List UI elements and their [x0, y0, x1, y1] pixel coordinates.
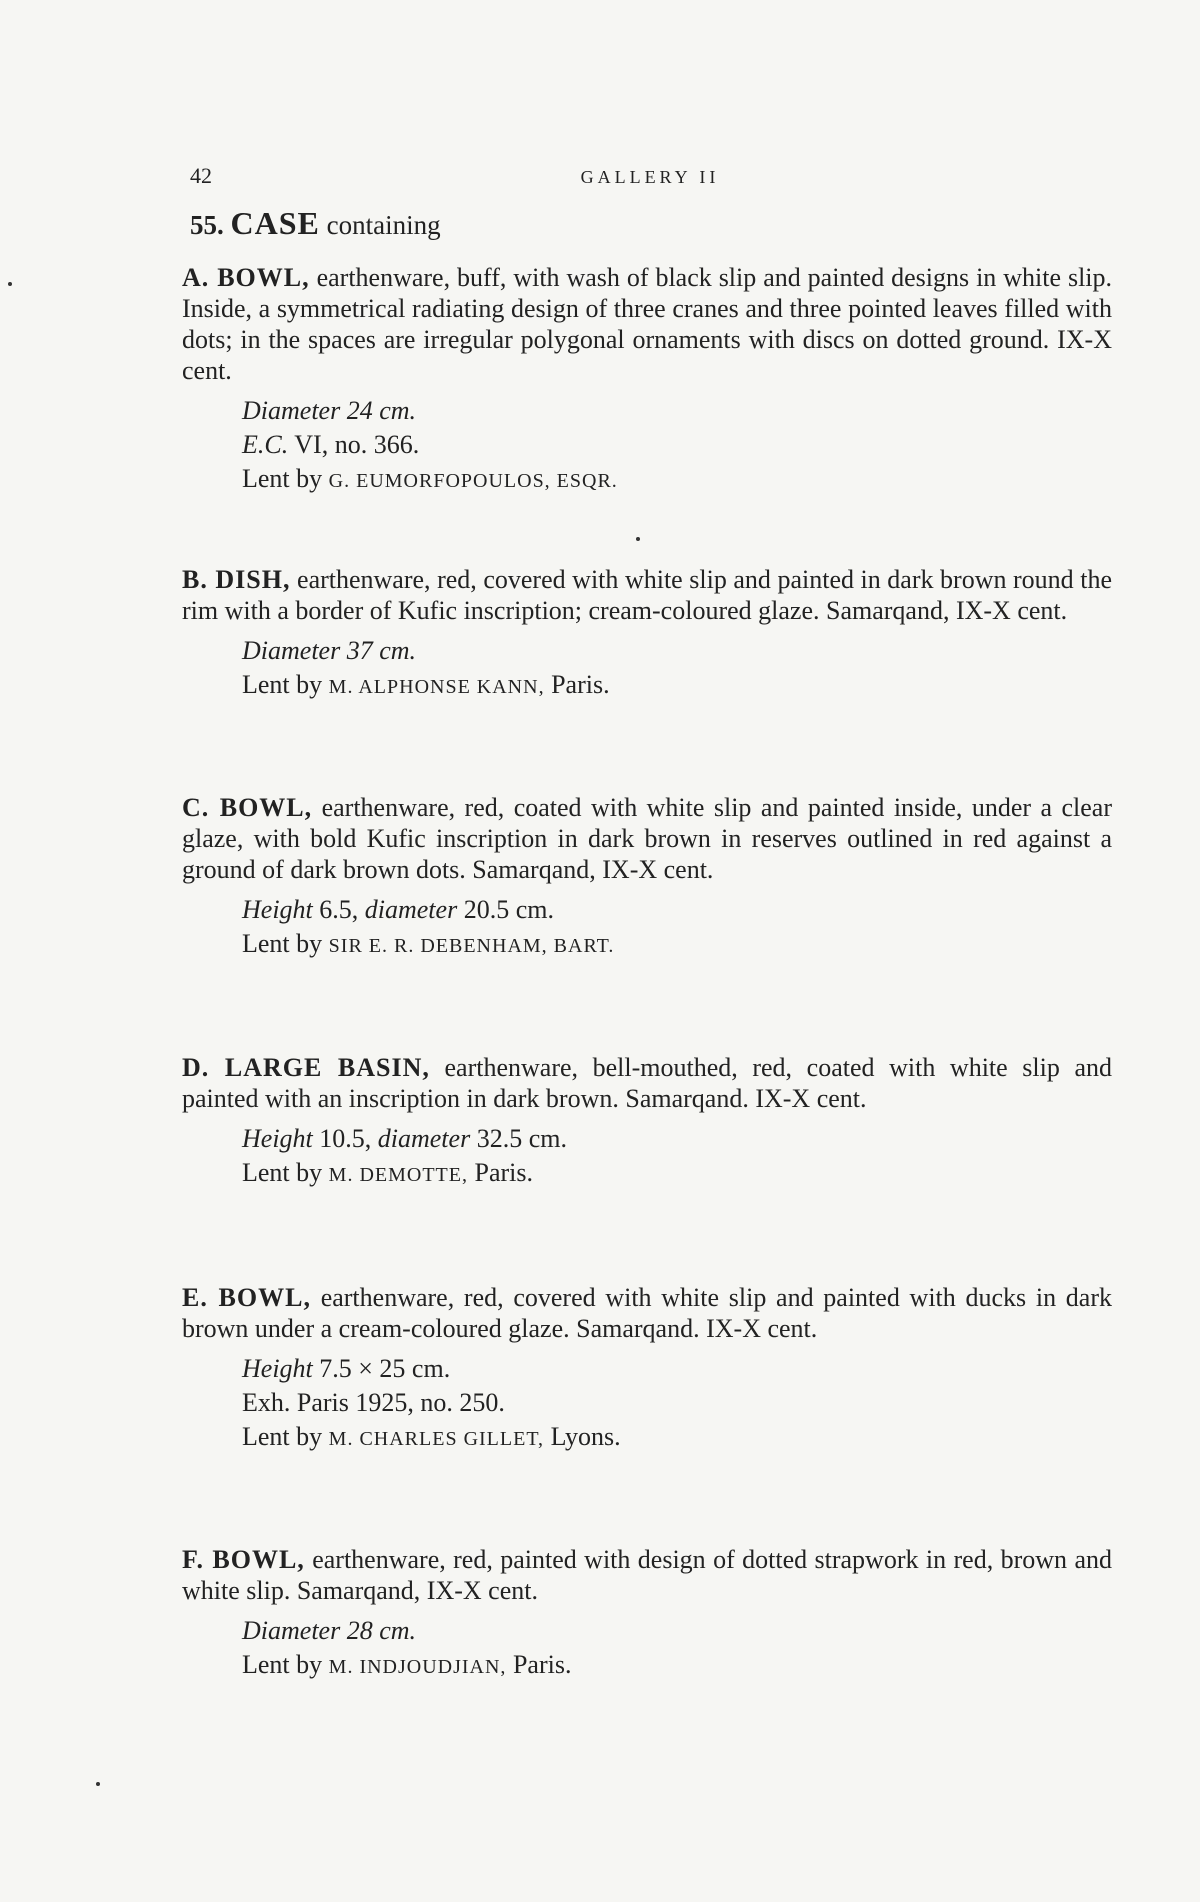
- entry-lead: F. BOWL,: [182, 1545, 305, 1574]
- entry-meta: [242, 634, 1112, 704]
- entry-text: earthenware, red, painted with design of dotted strapwork in red, brown and white slip. Samarqand, IX-X cent.: [182, 1545, 1112, 1605]
- entry-description: [182, 1052, 1112, 1114]
- lender-name: G. EUMORFOPOULOS, ESQR.: [328, 470, 618, 492]
- entry-dimensions: Diameter 28 cm.: [242, 1616, 417, 1645]
- entry-lender-line: Lent by M. CHARLES GILLET, Lyons.: [242, 1422, 621, 1451]
- entry-f: [182, 1544, 1112, 1684]
- entry-text: earthenware, red, coated with white slip and painted inside, under a clear glaze, with bold Kufic inscription in dark brown in reserves outlined in red against a ground of dark brown dots. Samarqand, IX-X cent.: [182, 793, 1113, 884]
- entry-d: [182, 1052, 1112, 1192]
- entry-text: earthenware, buff, with wash of black slip and painted designs in white slip. Inside, a symmetrical radiating design of three cranes and three pointed leaves filled with dots; in the spaces are irregular polygonal ornaments with discs on dotted ground. IX-X cent.: [182, 263, 1113, 385]
- entry-b: [182, 564, 1112, 704]
- entry-text: earthenware, red, covered with white slip and painted with ducks in dark brown under a cream-coloured glaze. Samarqand. IX-X cent.: [182, 1283, 1112, 1343]
- case-number: 55.: [190, 210, 224, 240]
- entry-text: earthenware, red, covered with white slip and painted in dark brown round the rim with a border of Kufic inscription; cream-coloured glaze. Samarqand, IX-X cent.: [182, 565, 1112, 625]
- lender-name: M. DEMOTTE,: [328, 1164, 468, 1186]
- margin-speck: [96, 1782, 100, 1786]
- page-header: [190, 163, 1110, 195]
- margin-speck: [8, 282, 12, 286]
- entry-reference: E.C. VI, no. 366.: [242, 430, 420, 459]
- entry-meta: [242, 1614, 1112, 1684]
- entry-lender-line: Lent by M. ALPHONSE KANN, Paris.: [242, 670, 610, 699]
- case-title: [190, 205, 441, 242]
- lender-name: M. ALPHONSE KANN,: [328, 676, 545, 698]
- entry-e: [182, 1282, 1112, 1456]
- page-number: 42: [190, 163, 212, 188]
- entry-lead: D. LARGE BASIN,: [182, 1053, 430, 1082]
- entry-meta: [242, 1352, 1112, 1456]
- entry-lead: E. BOWL,: [182, 1283, 311, 1312]
- entry-meta: [242, 394, 1112, 498]
- entry-exhibition: Exh. Paris 1925, no. 250.: [242, 1388, 505, 1417]
- entry-dimensions: Height 6.5, diameter 20.5 cm.: [242, 895, 554, 924]
- entry-lead: A. BOWL,: [182, 263, 310, 292]
- entry-lead: B. DISH,: [182, 565, 291, 594]
- case-heading: CASE: [230, 205, 320, 241]
- entry-dimensions: Diameter 37 cm.: [242, 636, 417, 665]
- entry-dimensions: Height 7.5 × 25 cm.: [242, 1354, 451, 1383]
- entry-lender-line: Lent by M. INDJOUDJIAN, Paris.: [242, 1650, 572, 1679]
- entry-description: [182, 262, 1112, 386]
- entry-meta: [242, 893, 1112, 963]
- lender-name: SIR E. R. DEBENHAM, BART.: [328, 935, 615, 957]
- entry-text: earthenware, bell-mouthed, red, coated with white slip and painted with an inscription in dark brown. Samarqand. IX-X cent.: [182, 1053, 1112, 1113]
- running-head: GALLERY II: [580, 167, 720, 187]
- entry-lender-line: Lent by G. EUMORFOPOULOS, ESQR.: [242, 464, 618, 493]
- lender-name: M. CHARLES GILLET,: [328, 1428, 545, 1450]
- entry-lender-line: Lent by M. DEMOTTE, Paris.: [242, 1158, 533, 1187]
- entry-meta: [242, 1122, 1112, 1192]
- margin-speck: [636, 537, 640, 541]
- entry-description: [182, 1544, 1112, 1606]
- entry-c: [182, 792, 1112, 963]
- case-heading-suffix: containing: [326, 210, 441, 240]
- entry-description: [182, 792, 1112, 885]
- entry-dimensions: Diameter 24 cm.: [242, 396, 417, 425]
- entry-dimensions: Height 10.5, diameter 32.5 cm.: [242, 1124, 567, 1153]
- lender-name: M. INDJOUDJIAN,: [328, 1656, 507, 1678]
- entry-description: [182, 1282, 1112, 1344]
- entry-lead: C. BOWL,: [182, 793, 313, 822]
- entry-lender-line: Lent by SIR E. R. DEBENHAM, BART.: [242, 929, 615, 958]
- entry-a: [182, 262, 1112, 498]
- entry-description: [182, 564, 1112, 626]
